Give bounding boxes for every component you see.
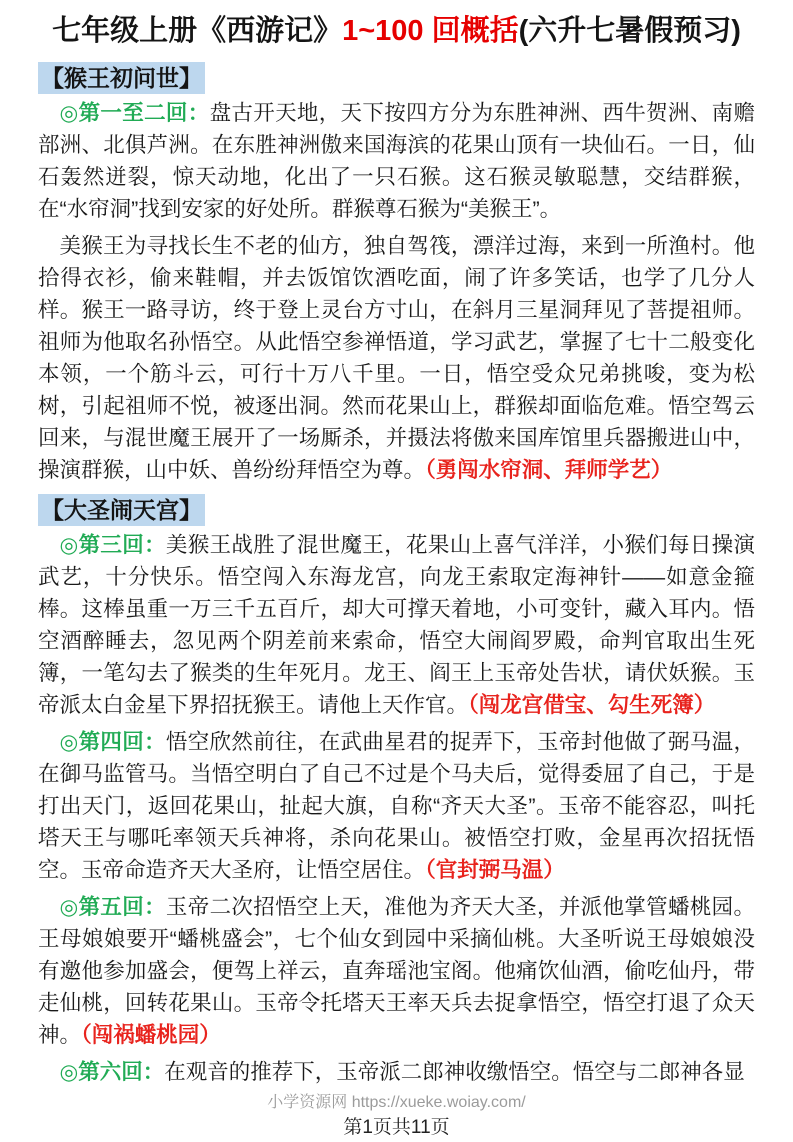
paragraph-text: 美猴王为寻找长生不老的仙方，独自驾筏，漂洋过海，来到一所渔村。他拾得衣衫，偷来鞋帽，并去饭馆饮酒吃面，闹了许多笑话，也学了几分人样。猴王一路寻访，终于登上灵台方寸山，在斜月三星洞拜见了菩提祖师。祖师为他取名孙悟空。从此悟空参禅悟道，学习武艺，掌握了七十二般变化本领，一个筋斗云，可行十万八千里。一日，悟空受众兄弟挑唆，变为松树，引起祖师不悦，被逐出洞。然而花果山上，群猴却面临危难。悟空驾云回来，与混世魔王展开了一场厮杀，并摄法将傲来国库馆里兵器搬进山中，操演群猴，山中妖、兽纷纷拜悟空为尊。 bbox=[38, 234, 755, 482]
paragraph-text: 在观音的推荐下，玉帝派二郎神收缴悟空。悟空与二郎神各显 bbox=[164, 1060, 745, 1084]
chapter-label: ◎第六回： bbox=[59, 1060, 165, 1084]
title-text-left: 七年级上册《西游记》 bbox=[52, 15, 343, 47]
paragraph-chapter-4 bbox=[38, 726, 755, 886]
title-highlight-red: 1~100 回概括 bbox=[342, 15, 519, 47]
page-footer bbox=[38, 1093, 755, 1142]
key-events-annotation: （闯祸蟠桃园） bbox=[81, 1023, 221, 1047]
key-events-annotation: （闯龙宫借宝、勾生死簿） bbox=[468, 693, 716, 717]
chapter-label: ◎第三回： bbox=[59, 533, 166, 557]
chapter-label: ◎第五回： bbox=[59, 895, 166, 919]
page-title bbox=[38, 8, 755, 49]
paragraph-chapter-6 bbox=[38, 1056, 755, 1088]
section-header-havoc-in-heaven: 【大圣闹天宫】 bbox=[38, 494, 205, 526]
paragraph-text: 盘古开天地，天下按四方分为东胜神洲、西牛贺洲、南赡部洲、北俱芦洲。在东胜神洲傲来国海滨的花果山顶有一块仙石。一日，仙石轰然迸裂，惊天动地，化出了一只石猴。这石猴灵敏聪慧，交结群猴，在“水帘洞”找到安家的好处所。群猴尊石猴为“美猴王”。 bbox=[38, 101, 755, 221]
chapter-label: ◎第四回： bbox=[59, 730, 166, 754]
key-events-annotation: （官封弼马温） bbox=[425, 858, 565, 882]
section-header-monkey-king-birth: 【猴王初问世】 bbox=[38, 62, 205, 94]
paragraph-text: 美猴王战胜了混世魔王，花果山上喜气洋洋，小猴们每日操演武艺，十分快乐。悟空闯入东海龙宫，向龙王索取定海神针——如意金箍棒。这棒虽重一万三千五百斤，却大可撑天着地，小可变针，藏入耳内。悟空酒醉睡去，忽见两个阴差前来索命，悟空大闹阎罗殿，命判官取出生死簿，一笔勾去了猴类的生年死月。龙王、阎王上玉帝处告状，请伏妖猴。玉帝派太白金星下界招抚猴王。请他上天作官。 bbox=[38, 533, 755, 717]
paragraph-chapters-1-2 bbox=[38, 97, 755, 225]
paragraph-chapter-5 bbox=[38, 891, 755, 1051]
site-watermark-link[interactable]: 小学资源网 https://xueke.woiay.com/ bbox=[267, 1094, 526, 1111]
title-text-right: (六升七暑假预习) bbox=[518, 15, 741, 47]
paragraph-text: 玉帝二次招悟空上天，准他为齐天大圣，并派他掌管蟠桃园。王母娘娘要开“蟠桃盛会”，七个仙女到园中采摘仙桃。大圣听说王母娘娘没有邀他参加盛会，便驾上祥云，直奔瑶池宝阁。他痛饮仙酒，偷吃仙丹，带走仙桃，回转花果山。玉帝令托塔天王率天兵去捉拿悟空，悟空打退了众天神。 bbox=[38, 895, 755, 1047]
chapter-label: ◎第一至二回： bbox=[59, 101, 210, 125]
key-events-annotation: （勇闯水帘洞、拜师学艺） bbox=[425, 458, 673, 482]
paragraph-text: 悟空欣然前往，在武曲星君的捉弄下，玉帝封他做了弼马温，在御马监管马。当悟空明白了自己不过是个马夫后，觉得委屈了自己，于是打出天门，返回花果山，扯起大旗，自称“齐天大圣”。玉帝不能容忍，叫托塔天王与哪吒率领天兵神将，杀向花果山。被悟空打败，金星再次招抚悟空。玉帝命造齐天大圣府，让悟空居住。 bbox=[38, 730, 755, 882]
paragraph-chapters-1-2-continued bbox=[38, 230, 755, 486]
page-number: 第1页共11页 bbox=[343, 1117, 450, 1138]
paragraph-chapter-3 bbox=[38, 529, 755, 721]
